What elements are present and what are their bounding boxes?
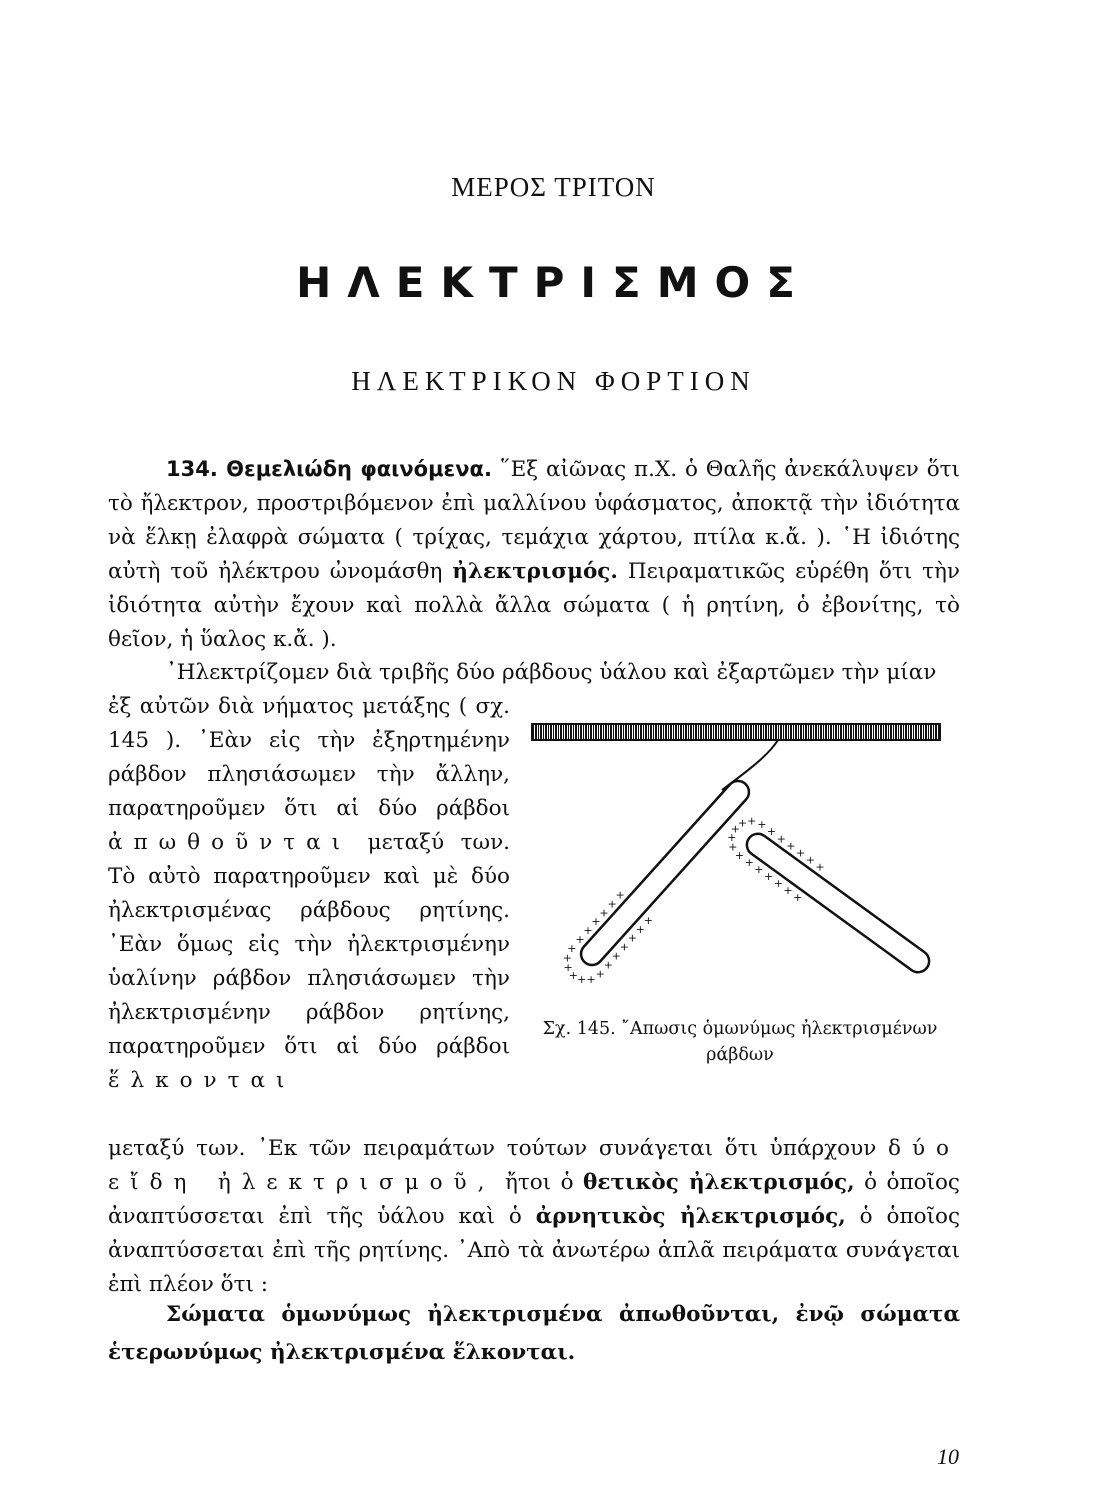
spaced-repel: ἀπωθοῦνται (108, 830, 352, 855)
charge-plus-mark: + (763, 870, 774, 884)
paragraph-text: μεταξύ των. Τὸ αὐτὸ παρατηροῦμεν καὶ μὲ δύο ἠλεκτρισμένας ράβδους ρητίνης. ᾿Εὰν ὅμως εἰς τὴν ἠλεκτρισμένην ὑαλίνην ράβδον πλησιάσωμεν τὴν ἠλεκτρισμένην ράβδον ρητίνης, παρατηροῦμεν ὅτι αἱ δύο ράβδοι (108, 830, 510, 1059)
paragraph-text: ὁ ὁποῖος ἀναπτύσσεται ἐπὶ τῆς ρητίνης. ᾿Απὸ τὰ ἀνωτέρω ἁπλᾶ πειράματα συνάγεται ἐπὶ πλέον ὅτι : (108, 1204, 960, 1297)
charge-plus-mark: + (567, 942, 577, 955)
paragraph-text: Πειραματικῶς εὑρέθη ὅτι τὴν ἰδιότητα αὐτὴν ἔχουν καὶ πολλὰ ἄλλα σώματα ( ἡ ρητίνη, ὁ ἐβονίτης, τὸ θεῖον, ἡ ὕαλος κ.ἄ. ). (108, 559, 960, 652)
term-positive-electricity: θετικὸς ἠλεκτρισμός, (583, 1170, 855, 1195)
charge-plus-mark: + (603, 958, 613, 972)
charge-plus-mark: + (607, 897, 617, 911)
charge-plus-mark: + (783, 884, 793, 898)
charge-plus-mark: + (595, 967, 605, 981)
section-heading: 134. Θεμελιώδη φαινόμενα. (166, 457, 492, 481)
part-title: ΜΕΡΟΣ ΤΡΙΤΟΝ (451, 172, 656, 202)
charge-plus-mark: + (586, 973, 596, 986)
charge-plus-mark: + (627, 931, 637, 945)
spaced-two-kinds: δύο εἴδη ἠλεκτρισμοῦ, (108, 1136, 960, 1195)
charge-plus-mark: + (728, 840, 738, 854)
paragraph-text: ῞Εξ αἰῶνας π.Χ. ὁ Θαλῆς ἀνεκάλυψεν ὅτι τὸ ἤλεκτρον, προστριβόμενον ἐπὶ μαλλίνου ὑφάσματος, ἀποκτᾷ τὴν ἰδιότητα νὰ ἕλκῃ ἐλαφρὰ σώματα ( τρίχας, τεμάχια χάρτου, πτίλα κ.ἄ. ). ῾Η ἰδιότης αὐτὴ τοῦ ἠλέκτρου ὠνομάσθη (108, 457, 960, 584)
page-number: 10 (937, 1444, 959, 1469)
figure-illustration (520, 716, 950, 1006)
paragraph-text: ὁ ὁποῖος ἀναπτύσσεται ἐπὶ τῆς ὑάλου καὶ ὁ (108, 1170, 960, 1229)
figure-caption: Σχ. 145. ῎Απωσις ὁμωνύμως ἠλεκτρισμένων ράβδων (542, 1019, 938, 1065)
charge-plus-mark: + (575, 933, 585, 947)
charge-plus-mark: + (591, 915, 601, 929)
charge-plus-mark: + (727, 831, 737, 845)
charge-plus-mark: + (773, 877, 783, 891)
paragraph-intro (108, 452, 960, 657)
charge-plus-mark: + (619, 940, 629, 954)
paragraph-text: ᾿Ηλεκτρίζομεν διὰ τριβῆς δύο ράβδους ὑάλου καὶ ἐξαρτῶμεν τὴν μίαν (166, 660, 937, 685)
approaching-glass-rod (743, 829, 934, 976)
charge-plus-mark: + (744, 855, 754, 869)
charge-plus-mark: + (568, 968, 578, 982)
charge-plus-mark: + (786, 839, 796, 853)
charge-plus-mark: + (793, 891, 803, 905)
suspended-glass-rod (577, 776, 757, 969)
charge-plus-mark: + (611, 949, 621, 963)
paragraph-text: μεταξύ των. ᾿Εκ τῶν πειραμάτων τούτων συνάγεται ὅτι ὑπάρχουν (108, 1136, 877, 1161)
figure-145 (520, 716, 950, 1006)
charge-plus-mark: + (776, 832, 786, 846)
charge-plus-mark: + (757, 818, 767, 832)
charge-plus-mark: + (643, 913, 653, 927)
paragraph-text: ἐξ αὐτῶν διὰ νήματος μετάξης ( σχ. 145 ). ᾿Εὰν εἰς τὴν ἐξηρτημένην ράβδον πλησιάσωμεν τὴν ἄλλην, παρατηροῦμεν ὅτι αἱ δύο ράβδοι (108, 694, 510, 821)
term-electricity: ἠλεκτρισμός. (452, 559, 618, 584)
charge-plus-mark: + (795, 846, 806, 860)
charge-plus-mark: + (815, 860, 825, 874)
paragraph-experiment-line (108, 656, 960, 690)
chapter-title: ΗΛΕΚΤΡΙΚΟΝ ΦΟΡΤΙΟΝ (351, 366, 756, 396)
charge-plus-mark: + (766, 825, 777, 839)
charge-plus-mark: + (737, 816, 748, 830)
charge-plus-mark: + (747, 814, 757, 828)
charge-plus-mark: + (599, 906, 609, 920)
charge-plus-mark: + (563, 961, 573, 974)
charge-plus-mark: + (805, 853, 815, 867)
paragraph-text: ἤτοι ὁ (504, 1170, 574, 1195)
spaced-attract: ἕλκονται (108, 1068, 296, 1093)
term-negative-electricity: ἀρνητικὸς ἠλεκτρισμός, (535, 1204, 846, 1229)
main-title: ΗΛΕΚΤΡΙΣΜΟΣ (296, 258, 811, 307)
paragraph-experiment-column (108, 690, 510, 1098)
charge-plus-mark: + (635, 922, 645, 936)
paragraph-experiment-continuation (108, 1132, 960, 1302)
charge-plus-mark: + (577, 973, 587, 987)
charge-plus-mark: + (615, 888, 625, 902)
support-beam (532, 724, 940, 740)
charge-plus-mark: + (734, 848, 745, 862)
conclusion-statement: Σώματα ὁμωνύμως ἠλεκτρισμένα ἀπωθοῦνται, ἐνῷ σώματα ἑτερωνύμως ἠλεκτρισμένα ἕλκονται. (108, 1302, 960, 1365)
charge-plus-mark: + (583, 924, 593, 938)
charge-plus-mark: + (730, 822, 740, 836)
charge-plus-mark: + (754, 863, 764, 876)
charge-plus-mark: + (562, 951, 572, 965)
